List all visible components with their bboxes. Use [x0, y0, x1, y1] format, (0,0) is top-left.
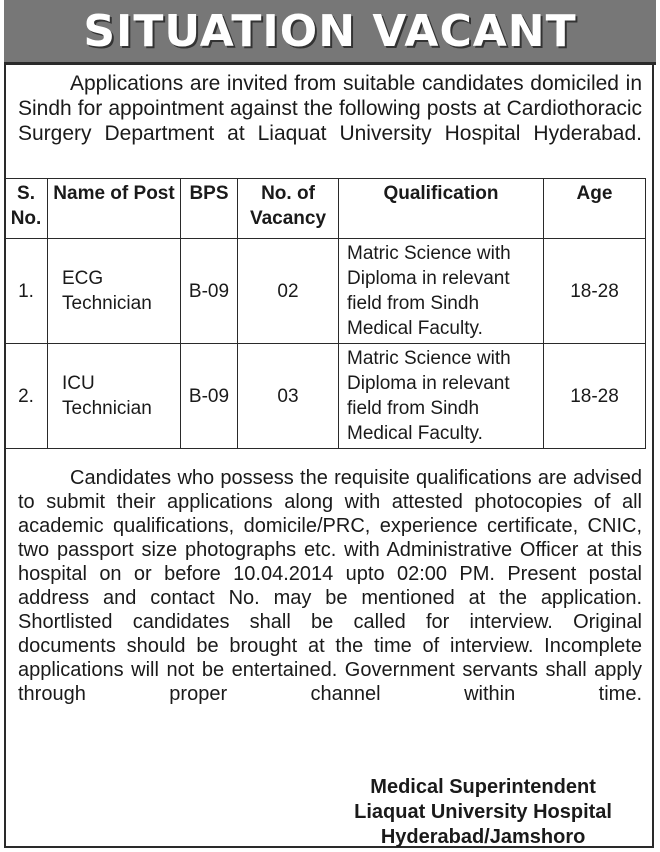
row-bps: B-09 [181, 344, 238, 449]
header-bps: BPS [181, 179, 238, 239]
signature-location: Hyderabad/Jamshoro [380, 826, 586, 848]
row-qualification: Matric Science with Diploma in relevant field from Sindh Medical Faculty. [339, 239, 544, 344]
table-row [5, 239, 646, 344]
row-vacancy: 02 [238, 239, 339, 344]
row-sno: 2. [5, 344, 48, 449]
row-vacancy: 03 [238, 344, 339, 449]
signature-institution: Liaquat University Hospital [354, 801, 612, 823]
header-sno: S. No. [5, 179, 48, 239]
row-age: 18-28 [544, 239, 646, 344]
table-header-row [5, 179, 646, 239]
header-age: Age [544, 179, 646, 239]
intro-paragraph: Applications are invited from suitable candidates domiciled in Sindh for appointment against the following posts at Cardiothoracic Surgery Department at Liaquat University Hospital Hyderabad. [18, 72, 642, 145]
header-name: Name of Post [48, 179, 181, 239]
row-post-name: ICU Technician [48, 344, 181, 449]
table-row [5, 344, 646, 449]
title-banner [4, 0, 656, 65]
row-bps: B-09 [181, 239, 238, 344]
page-title: SITUATION VACANT [83, 5, 577, 57]
instructions-paragraph: Candidates who possess the requisite qualifications are advised to submit their applications along with attested photocopies of all academic qualifications, domicile/PRC, experience certificate, CNIC, two passport size photographs etc. with Administrative Officer at this hospital on or before 10.04.2014 upto 02:00 PM. Present postal address and contact No. may be mentioned at the application. Shortlisted candidates shall be called for interview. Original documents should be brought at the time of interview. Incomplete applications will not be entertained. Government servants shall apply through proper channel within time. [18, 467, 642, 705]
header-qualification: Qualification [339, 179, 544, 239]
row-post-name: ECG Technician [48, 239, 181, 344]
row-sno: 1. [5, 239, 48, 344]
posts-table [4, 178, 646, 449]
signature-block [354, 775, 612, 850]
row-qualification: Matric Science with Diploma in relevant field from Sindh Medical Faculty. [339, 344, 544, 449]
header-vacancy: No. of Vacancy [238, 179, 339, 239]
signature-title: Medical Superintendent [370, 776, 596, 798]
row-age: 18-28 [544, 344, 646, 449]
